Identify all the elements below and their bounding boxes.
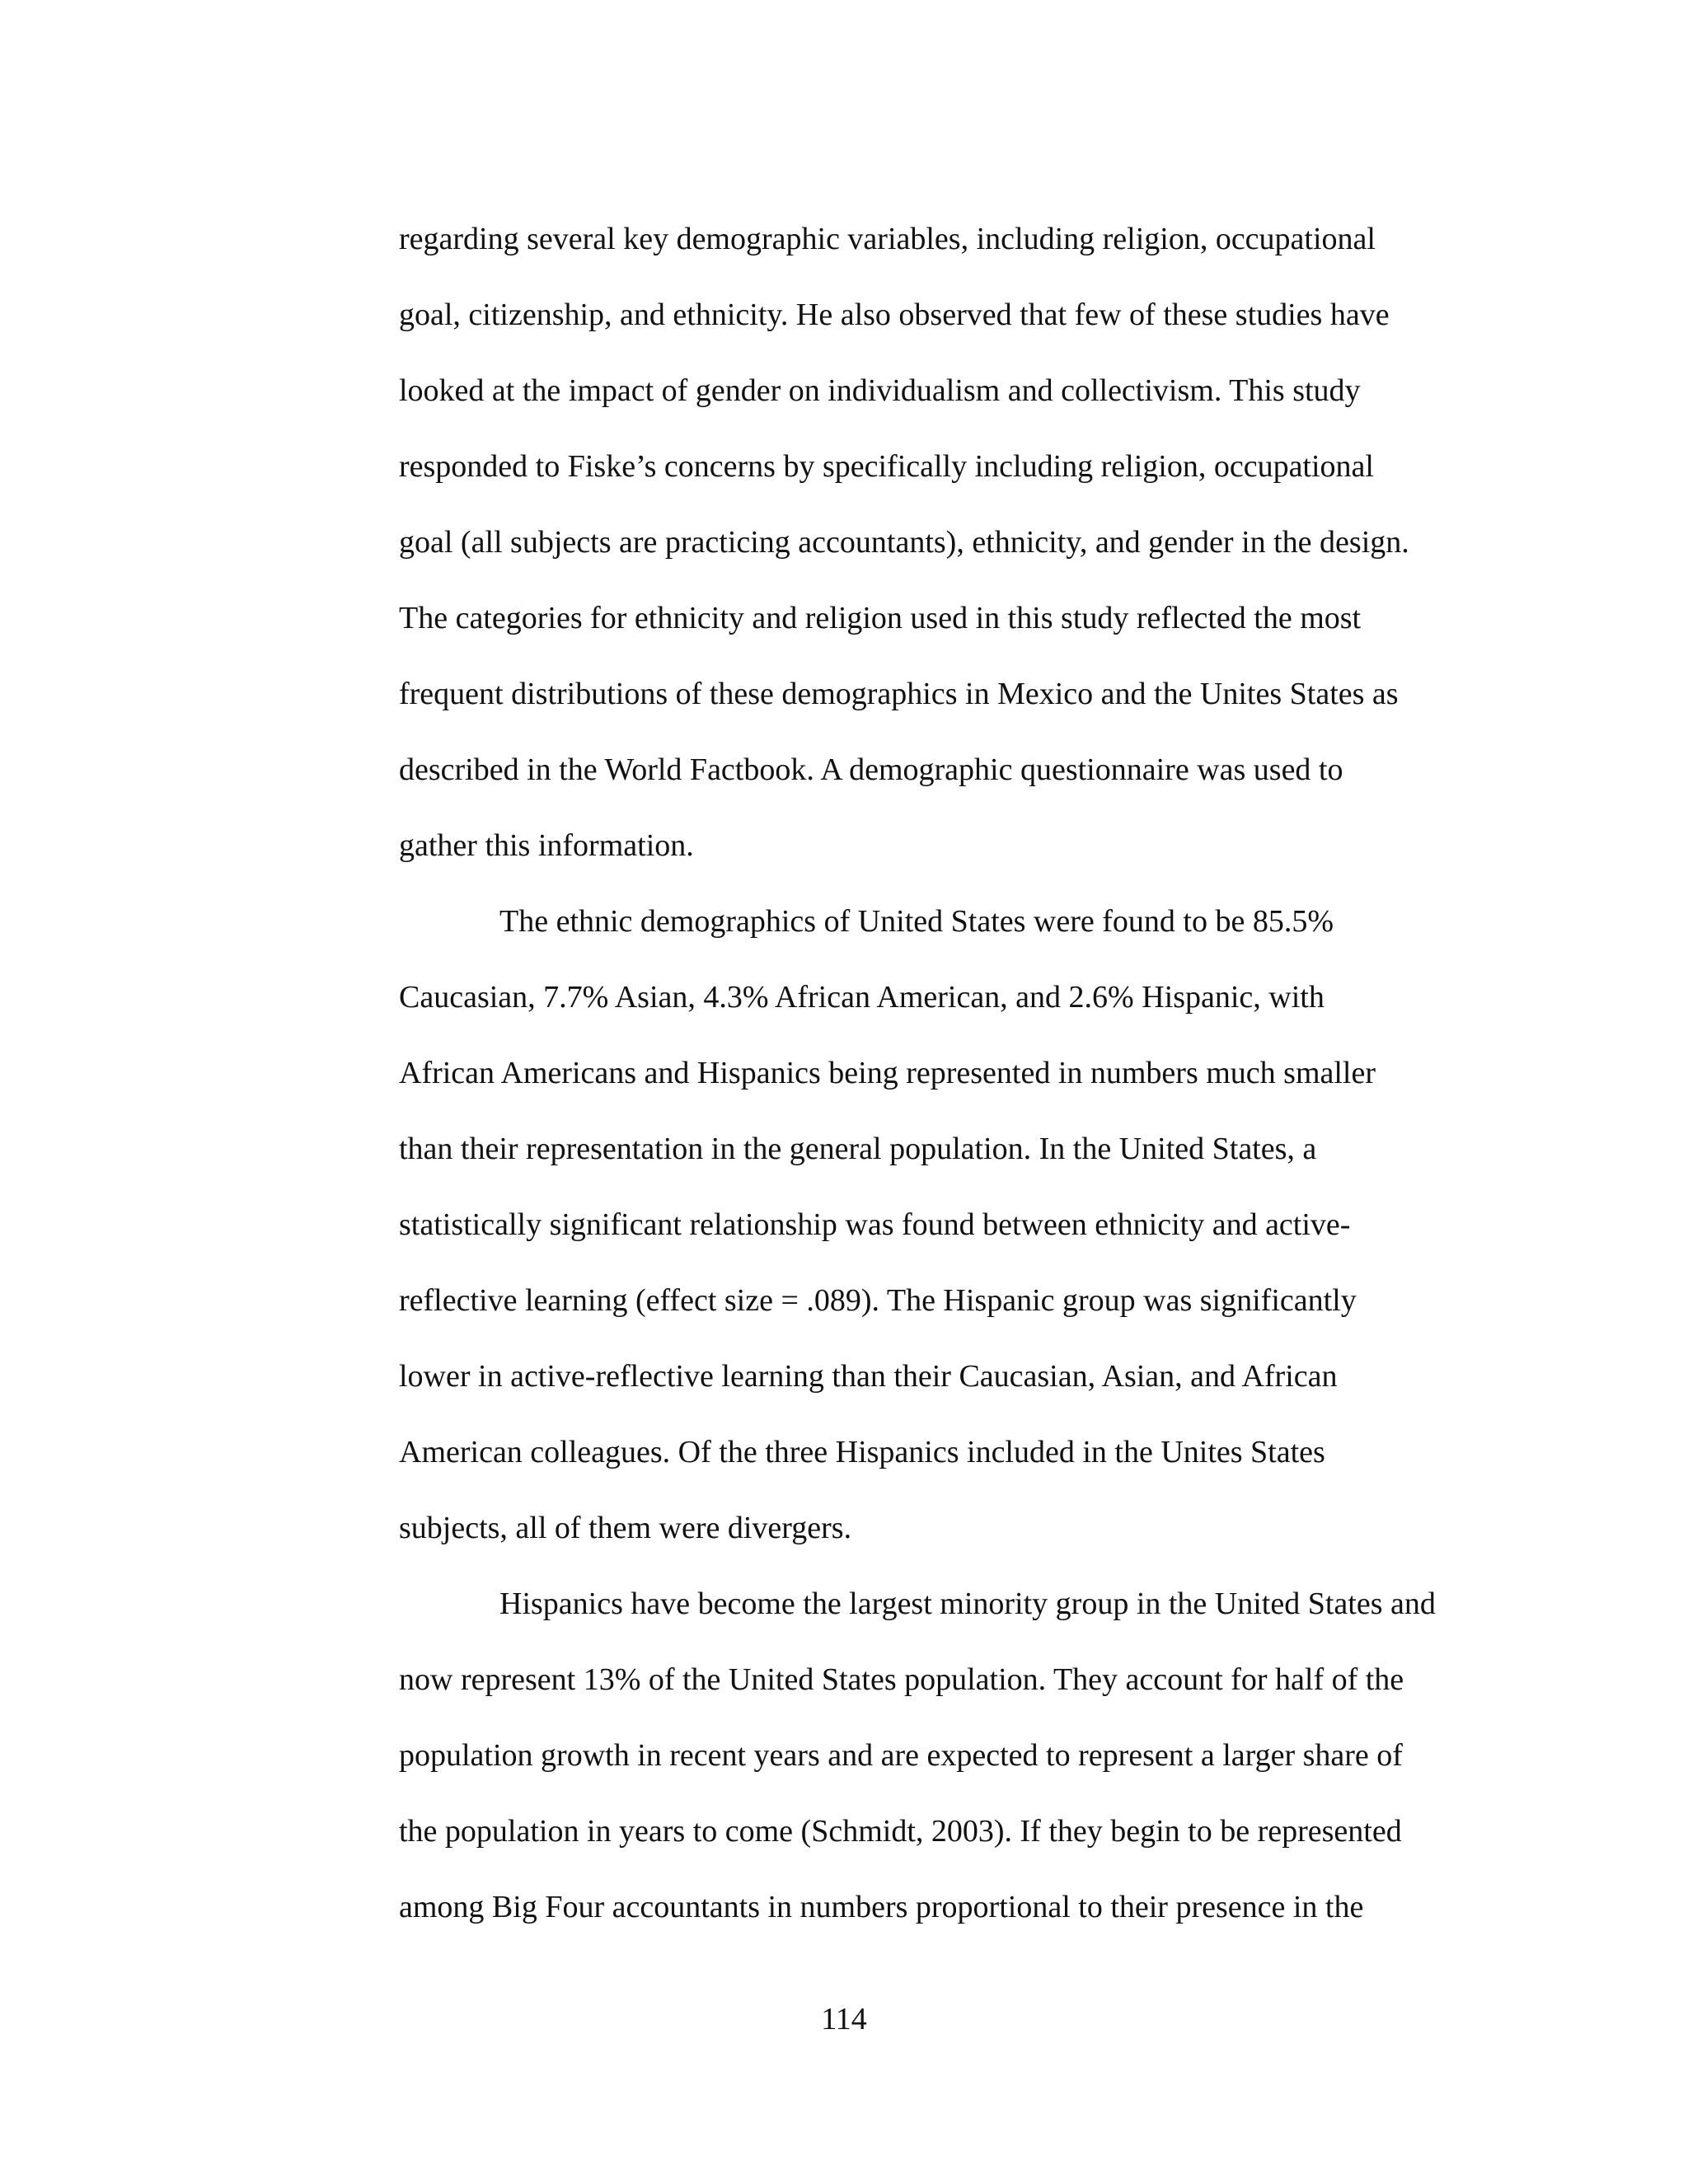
text-line: regarding several key demographic variables, including religion, occupational: [399, 222, 1376, 256]
text-line: goal (all subjects are practicing accountants), ethnicity, and gender in the design.: [399, 525, 1409, 560]
text-line: The ethnic demographics of United States were found to be 85.5%: [499, 904, 1334, 939]
page-number: 114: [821, 2002, 867, 2036]
text-line: looked at the impact of gender on individualism and collectivism. This study: [399, 373, 1361, 408]
text-line: reflective learning (effect size = .089). The Hispanic group was significantly: [399, 1283, 1357, 1318]
text-line: responded to Fiske’s concerns by specifically including religion, occupational: [399, 449, 1374, 484]
text-line: described in the World Factbook. A demographic questionnaire was used to: [399, 752, 1343, 787]
text-line: statistically significant relationship was found between ethnicity and active-: [399, 1207, 1351, 1242]
text-line: subjects, all of them were divergers.: [399, 1511, 852, 1545]
text-line: now represent 13% of the United States population. They account for half of the: [399, 1662, 1404, 1697]
text-line: American colleagues. Of the three Hispanics included in the Unites States: [399, 1435, 1325, 1469]
text-line: frequent distributions of these demographics in Mexico and the Unites States as: [399, 677, 1399, 711]
text-line: Hispanics have become the largest minority group in the United States and: [499, 1586, 1436, 1621]
paragraph-ethnic-demographics: [399, 895, 1487, 1577]
body-text: [399, 213, 1487, 1957]
text-line: than their representation in the general population. In the United States, a: [399, 1132, 1317, 1166]
text-line: among Big Four accountants in numbers proportional to their presence in the: [399, 1890, 1364, 1924]
text-line: Caucasian, 7.7% Asian, 4.3% African American, and 2.6% Hispanic, with: [399, 980, 1325, 1015]
text-line: population growth in recent years and are expected to represent a larger share of: [399, 1738, 1403, 1773]
text-line: lower in active-reflective learning than their Caucasian, Asian, and African: [399, 1359, 1338, 1394]
text-line: The categories for ethnicity and religion used in this study reflected the most: [399, 601, 1362, 635]
text-line: goal, citizenship, and ethnicity. He also observed that few of these studies have: [399, 298, 1390, 332]
text-line: gather this information.: [399, 828, 694, 863]
paragraph-hispanic-minority: [399, 1577, 1487, 1957]
text-line: the population in years to come (Schmidt, 2003). If they begin to be represented: [399, 1814, 1402, 1849]
paragraph-demographic-variables: [399, 213, 1487, 895]
text-line: African Americans and Hispanics being represented in numbers much smaller: [399, 1056, 1376, 1090]
